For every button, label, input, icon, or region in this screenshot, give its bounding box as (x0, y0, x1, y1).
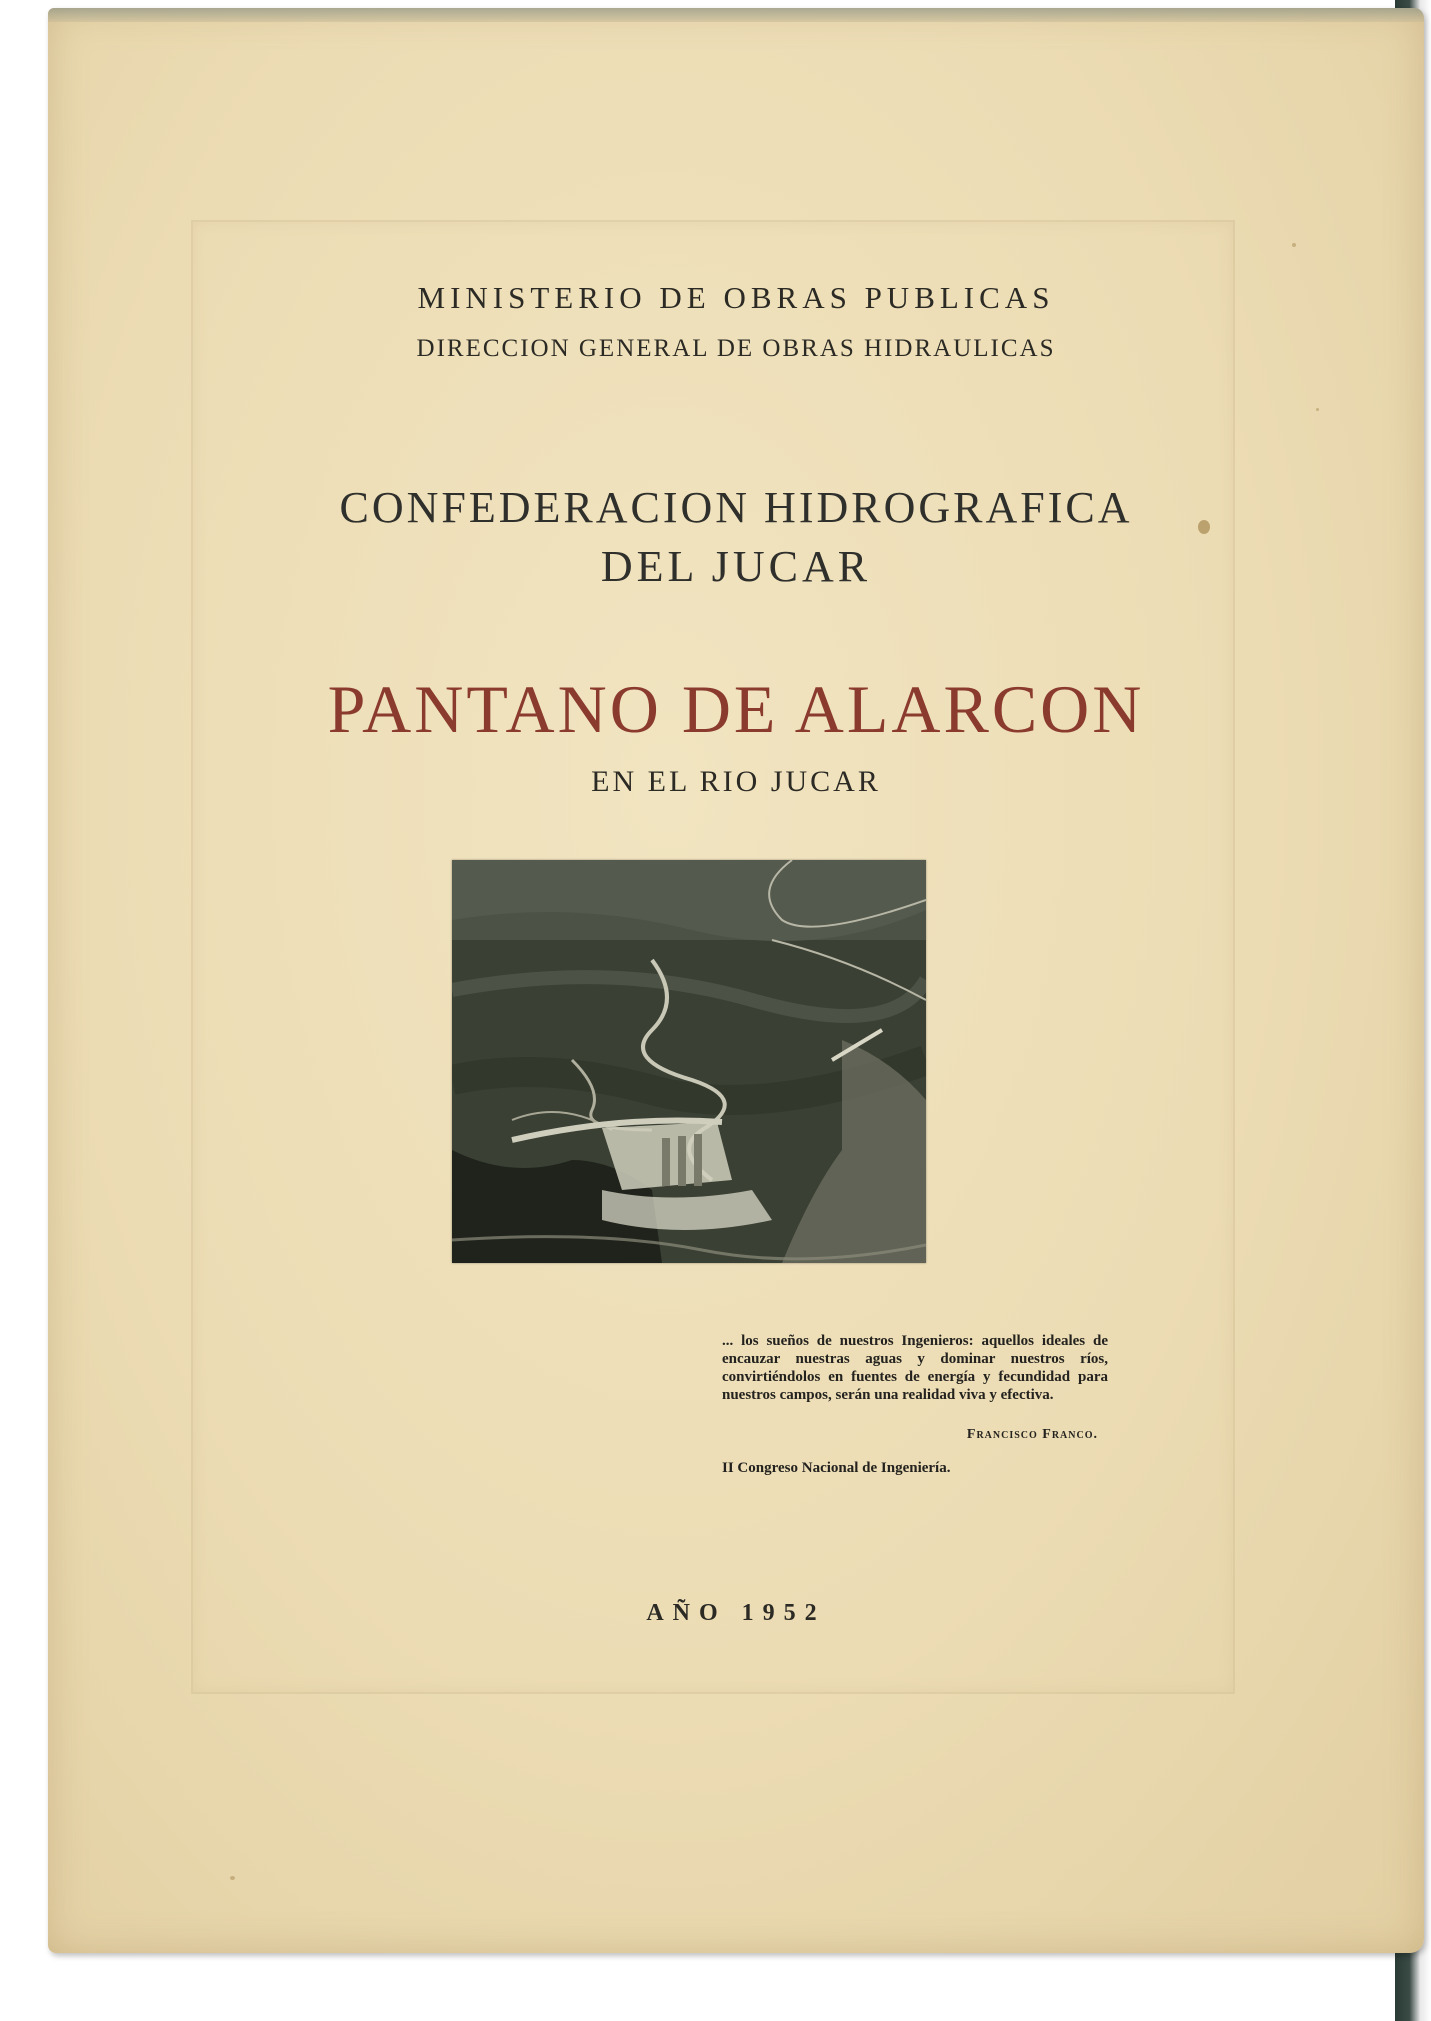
publication-year: AÑO 1952 (646, 1600, 826, 1626)
quote-text: ... los sueños de nuestros Ingenieros: aquellos ideales de encauzar nuestras aguas y dominar nuestros ríos, convirtiéndolos en fuentes de energía y fecundidad para nuestros campos, serán una realidad viva y efectiva. (722, 1333, 1108, 1403)
ministry-heading: MINISTERIO DE OBRAS PUBLICAS (417, 280, 1055, 315)
foxing-spot (230, 1876, 235, 1880)
cover-top-wear (48, 8, 1424, 22)
foxing-spot (1316, 408, 1319, 411)
direction-heading: DIRECCION GENERAL DE OBRAS HIDRAULICAS (416, 335, 1056, 362)
dam-aerial-photo (452, 860, 926, 1263)
confederation-heading-line1: CONFEDERACION HIDROGRAFICA (339, 483, 1133, 532)
book-cover (48, 8, 1424, 1953)
epigraph-quote (722, 1332, 1108, 1404)
quote-source: II Congreso Nacional de Ingeniería. (722, 1460, 951, 1476)
confederation-heading-line2: DEL JUCAR (600, 542, 872, 591)
page-subtitle: EN EL RIO JUCAR (591, 765, 881, 798)
foxing-spot (1292, 243, 1296, 247)
dam-photo-illustration (452, 860, 926, 1263)
page-title: PANTANO DE ALARCON (327, 671, 1145, 747)
quote-author: Francisco Franco. (966, 1427, 1098, 1442)
